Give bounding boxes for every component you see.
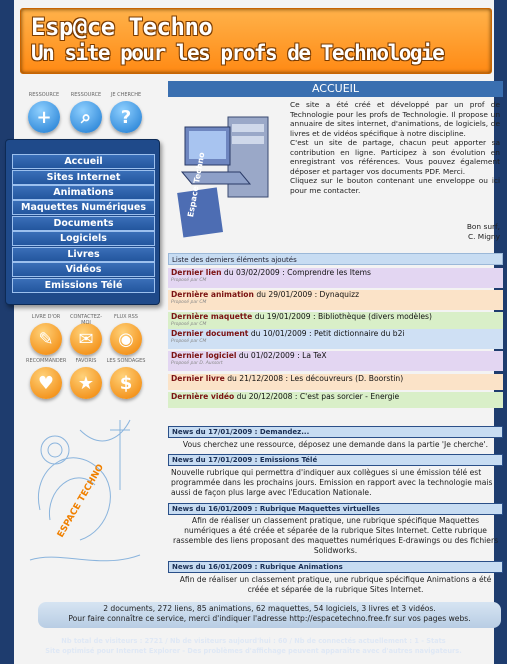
plus-icon: + xyxy=(28,101,60,133)
decor-logo-text: ESPACE TECHNO xyxy=(55,462,107,540)
signature-author: C. Migny xyxy=(467,232,500,241)
footer-note: Site optimisé pour Internet Explorer - Des problèmes d'affichage peuvent apparaître avec d'autres navigateurs. xyxy=(45,647,462,655)
intro-paragraph: Cliquez sur le bouton contenant une enveloppe ou ici pour me contacter. xyxy=(290,176,500,195)
espace-techno-decor xyxy=(20,410,145,580)
polls-button[interactable] xyxy=(106,358,146,410)
latest-video-row[interactable] xyxy=(168,392,503,408)
icon-caption: FAVORIS xyxy=(75,358,97,364)
row-label: Dernier lien xyxy=(171,268,222,277)
row-label: Dernier document xyxy=(171,329,249,338)
row-text: du 01/02/2009 : La TeX xyxy=(236,351,327,360)
site-stats xyxy=(38,602,501,628)
nav-sites-internet[interactable]: Sites Internet xyxy=(12,170,155,185)
row-text: du 03/02/2009 : Comprendre les Items xyxy=(221,268,371,277)
nav-accueil[interactable]: Accueil xyxy=(12,154,155,169)
intro-text xyxy=(290,100,500,195)
nav-logiciels[interactable]: Logiciels xyxy=(12,231,155,246)
icon-caption: RESSOURCE xyxy=(28,92,60,98)
icon-caption: JE CHERCHE xyxy=(110,92,142,98)
star-icon: ★ xyxy=(70,367,102,399)
news-title: News du 17/01/2009 : Emissions Télé xyxy=(168,454,503,466)
page-title: ACCUEIL xyxy=(168,81,503,97)
latest-animation-row[interactable] xyxy=(168,290,503,310)
row-author: Proposé par CM xyxy=(171,339,207,344)
news-body: Vous cherchez une ressource, déposez une demande dans la partie 'Je cherche'. xyxy=(182,440,489,449)
row-text: du 21/12/2008 : Les découvreurs (D. Boorstin) xyxy=(224,374,404,383)
icon-caption: LES SONDAGES xyxy=(106,358,146,364)
recommend-button[interactable] xyxy=(26,358,66,410)
nav-documents[interactable]: Documents xyxy=(12,216,155,231)
row-author: Proposé par CM xyxy=(171,278,207,283)
row-label: Dernier logiciel xyxy=(171,351,237,360)
computer-illustration xyxy=(170,102,282,242)
question-icon: ? xyxy=(110,101,142,133)
footer-visitors: Nb total de visiteurs : 2721 / Nb de visiteurs aujourd'hui : 60 / Nb de connectés actuellement : 1 - Stats xyxy=(61,637,446,645)
latest-items-header: Liste des derniers éléments ajoutés xyxy=(168,253,503,265)
nav-maquettes[interactable]: Maquettes Numériques xyxy=(12,200,155,215)
poll-icon: $ xyxy=(110,367,142,399)
row-author: Proposé par CM xyxy=(171,300,207,305)
signature xyxy=(400,222,500,242)
row-text: du 20/12/2008 : C'est pas sorcier - Energie xyxy=(234,392,400,401)
rss-icon: ◉ xyxy=(110,323,142,355)
latest-link-row[interactable] xyxy=(168,268,503,288)
news-body: Afin de réaliser un classement pratique, une rubrique spécifique Maquettes numériques a été créée et séparée de la rubrique Sites Internet. Cette rubrique rassemble des liens proposant des maquettes numériques E-drawings ou des fichiers Solidworks. xyxy=(172,516,499,555)
banner-subtitle: Un site pour les profs de Technologie xyxy=(31,41,444,65)
intro-paragraph: C'est un site de partage, chacun peut apporter sa contribution en ligne. Participez à son évolution en enregistrant vos références. Vous pouvez également déposer et partager vos documents PDF. Merci. xyxy=(290,138,500,176)
nav-animations[interactable]: Animations xyxy=(12,185,155,200)
favorites-button[interactable] xyxy=(66,358,106,410)
search-resource-button[interactable] xyxy=(66,92,106,144)
row-author: Proposé par D. Aussort xyxy=(171,361,223,366)
icon-caption: RESSOURCE xyxy=(70,92,102,98)
icon-caption: LIVRE D'OR xyxy=(31,314,61,320)
latest-software-row[interactable] xyxy=(168,351,503,371)
latest-book-row[interactable] xyxy=(168,374,503,390)
main-nav xyxy=(5,139,160,305)
intro-paragraph: Ce site a été créé et développé par un prof de Technologie pour les profs de Technologie. Il propose un annuaire de sites internet, d'animations, de logiciels, de livres et de vidéos spécifique à notre discipline. xyxy=(290,100,500,138)
row-label: Dernière maquette xyxy=(171,312,253,321)
news-body: Afin de réaliser un classement pratique, une rubrique spécifique Animations a été créée et séparée de la rubrique Sites Internet. xyxy=(179,575,492,594)
icon-caption: FLUX RSS xyxy=(114,314,138,320)
envelope-icon: ✉ xyxy=(70,323,102,355)
row-label: Dernière vidéo xyxy=(171,392,235,401)
banner-title: Esp@ce Techno xyxy=(31,13,213,41)
news-title: News du 16/01/2009 : Rubrique Animations xyxy=(168,561,503,573)
je-cherche-button[interactable] xyxy=(106,92,146,144)
site-banner[interactable] xyxy=(20,8,492,74)
stats-share: Pour faire connaître ce service, merci d'indiquer l'adresse http://espacetechno.free.fr sur vos pages webs. xyxy=(68,614,471,623)
icon-caption: RECOMMANDER xyxy=(26,358,67,364)
search-icon: ⌕ xyxy=(70,101,102,133)
footer xyxy=(0,636,507,664)
add-resource-button[interactable] xyxy=(24,92,64,144)
row-author: Proposé par CM xyxy=(171,322,207,327)
news-title: News du 16/01/2009 : Rubrique Maquettes virtuelles xyxy=(168,503,503,515)
intro-logo-text: Espace Techno xyxy=(186,151,207,218)
stats-counts: 2 documents, 272 liens, 85 animations, 62 maquettes, 54 logiciels, 3 livres et 3 vidéos. xyxy=(103,604,436,613)
icon-caption: CONTACTEZ-MOI xyxy=(69,314,102,326)
news-title: News du 17/01/2009 : Demandez... xyxy=(168,426,503,438)
row-label: Dernière animation xyxy=(171,290,254,299)
nav-emissions-tele[interactable]: Emissions Télé xyxy=(12,278,155,293)
pencil-icon: ✎ xyxy=(30,323,62,355)
latest-document-row[interactable] xyxy=(168,329,503,349)
signature-greeting: Bon surf, xyxy=(466,222,500,231)
nav-videos[interactable]: Vidéos xyxy=(12,262,155,277)
news-body: Nouvelle rubrique qui permettra d'indiquer aux collègues si une émission télé est programmée dans les prochains jours. Emission en rapport avec la technologie mais aussi de façon plus large avec l'Education Nationale. xyxy=(171,468,493,497)
row-label: Dernier livre xyxy=(171,374,225,383)
row-text: du 10/01/2009 : Petit dictionnaire du b2i xyxy=(248,329,405,338)
row-text: du 29/01/2009 : Dynaquizz xyxy=(253,290,360,299)
row-text: du 19/01/2009 : Bibliothèque (divers modèles) xyxy=(252,312,432,321)
heart-icon: ♥ xyxy=(30,367,62,399)
nav-livres[interactable]: Livres xyxy=(12,247,155,262)
